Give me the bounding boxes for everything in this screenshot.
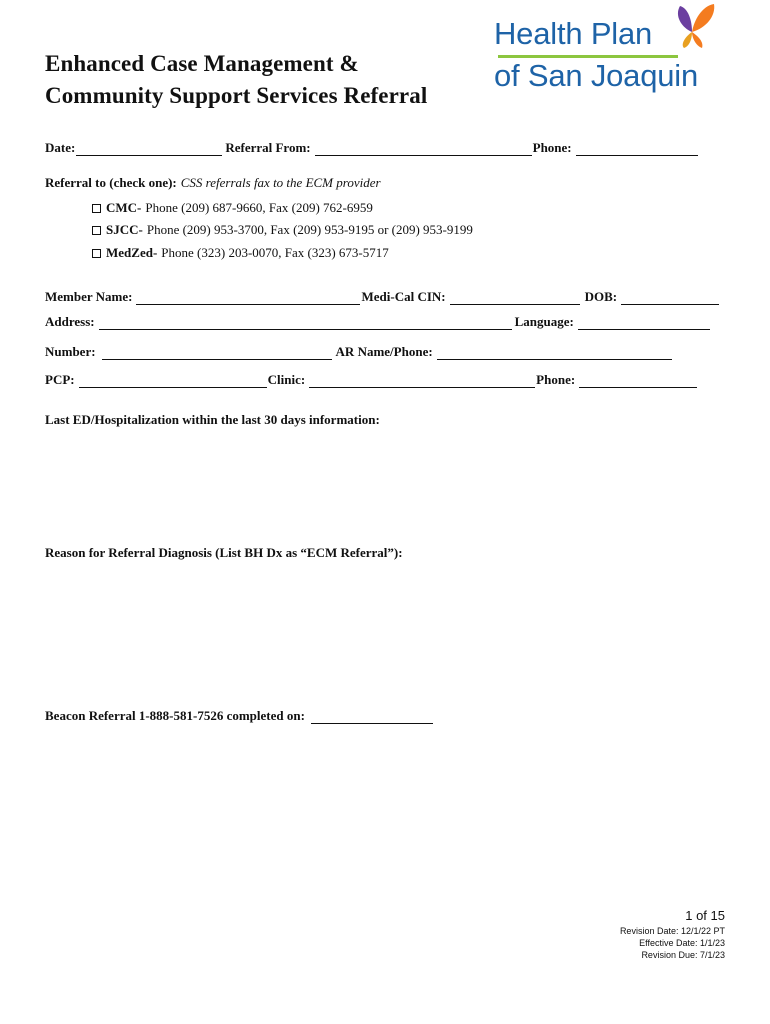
option-sjcc[interactable]: [92, 221, 473, 239]
number-field[interactable]: [102, 347, 332, 360]
clinic-field[interactable]: [309, 375, 535, 388]
option-medzed-detail: Phone (323) 203-0070, Fax (323) 673-5717: [161, 245, 389, 260]
row-pcp: [45, 370, 698, 388]
title-line-2: Community Support Services Referral: [45, 83, 428, 108]
revision-date: Revision Date: 12/1/22 PT: [619, 926, 725, 936]
beacon-date-field[interactable]: [311, 711, 433, 724]
row-beacon: [45, 706, 434, 724]
referral-from-field[interactable]: [315, 143, 532, 156]
checkbox-medzed[interactable]: [92, 249, 101, 258]
row-address: [45, 312, 711, 330]
referral-from-label: Referral From:: [225, 140, 311, 155]
member-name-field[interactable]: [136, 292, 360, 305]
language-label: Language:: [514, 314, 574, 329]
health-plan-logo: [492, 2, 742, 102]
butterfly-icon: [670, 2, 716, 50]
clinic-label: Clinic:: [267, 372, 306, 387]
phone-label: Phone:: [532, 140, 572, 155]
number-label: Number:: [45, 344, 96, 359]
medi-cal-cin-field[interactable]: [450, 292, 580, 305]
medi-cal-cin-label: Medi-Cal CIN:: [361, 289, 446, 304]
address-field[interactable]: [99, 317, 512, 330]
option-cmc-detail: Phone (209) 687-9660, Fax (209) 762-6959: [145, 200, 373, 215]
option-medzed-name: MedZed-: [106, 245, 158, 260]
address-label: Address:: [45, 314, 95, 329]
beacon-label: Beacon Referral 1-888-581-7526 completed on:: [45, 708, 305, 723]
member-name-label: Member Name:: [45, 289, 133, 304]
effective-date: Effective Date: 1/1/23: [639, 938, 725, 948]
ar-name-phone-label: AR Name/Phone:: [335, 344, 433, 359]
dob-field[interactable]: [621, 292, 719, 305]
form-title: [45, 48, 427, 112]
ar-name-phone-field[interactable]: [437, 347, 672, 360]
title-line-1: Enhanced Case Management &: [45, 51, 359, 76]
pcp-label: PCP:: [45, 372, 75, 387]
phone2-label: Phone:: [536, 372, 576, 387]
date-label: Date:: [45, 140, 76, 155]
language-field[interactable]: [578, 317, 710, 330]
referral-to-label: Referral to (check one):: [45, 175, 177, 190]
row-number: [45, 342, 673, 360]
logo-text-line-1: Health Plan: [494, 16, 653, 51]
reason-heading: Reason for Referral Diagnosis (List BH Dx as “ECM Referral”):: [45, 545, 403, 560]
row-member: [45, 287, 720, 305]
option-cmc[interactable]: [92, 199, 373, 217]
option-sjcc-name: SJCC-: [106, 222, 143, 237]
row-referral-to: [45, 173, 381, 191]
referral-to-note: CSS referrals fax to the ECM provider: [180, 175, 381, 190]
last-ed-heading: Last ED/Hospitalization within the last 30 days information:: [45, 412, 380, 427]
checkbox-cmc[interactable]: [92, 204, 101, 213]
row-date-referral-phone: [45, 138, 699, 156]
option-sjcc-detail: Phone (209) 953-3700, Fax (209) 953-9195 or (209) 953-9199: [146, 222, 473, 237]
checkbox-sjcc[interactable]: [92, 226, 101, 235]
logo-text-line-2: of San Joaquin: [494, 58, 699, 93]
option-cmc-name: CMC-: [106, 200, 142, 215]
dob-label: DOB:: [584, 289, 618, 304]
page-number: 1 of 15: [685, 908, 725, 923]
pcp-field[interactable]: [79, 375, 267, 388]
date-field[interactable]: [76, 143, 222, 156]
option-medzed[interactable]: [92, 244, 389, 262]
pcp-phone-field[interactable]: [579, 375, 697, 388]
revision-due: Revision Due: 7/1/23: [641, 950, 725, 960]
phone-field[interactable]: [576, 143, 698, 156]
